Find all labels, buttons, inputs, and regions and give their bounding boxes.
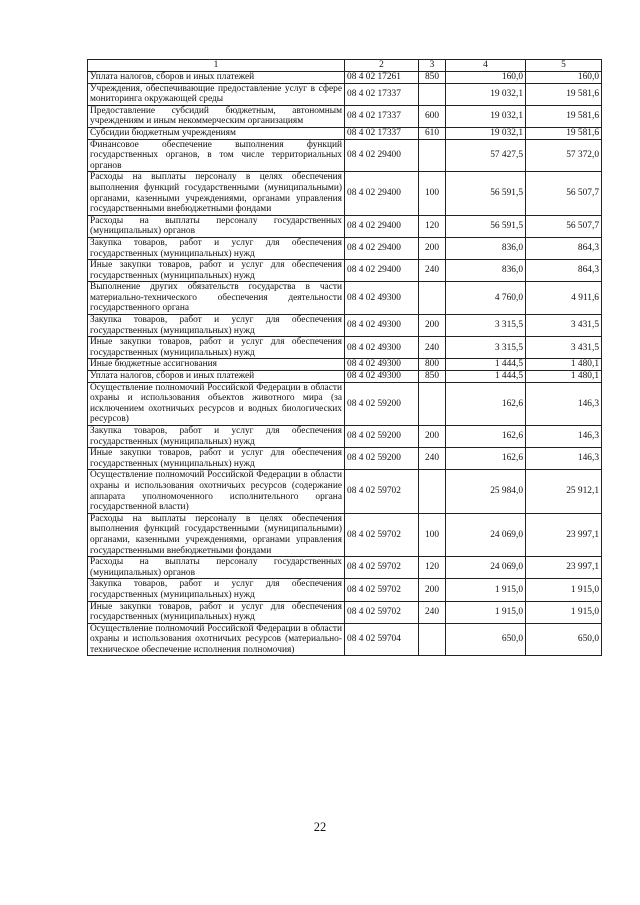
row-vr-cell: 100 [419,172,446,215]
table-row [88,513,602,556]
header-cell: 2 [345,60,419,72]
row-amount-col5-cell: 146,3 [526,382,602,425]
row-name-cell: Закупка товаров, работ и услуг для обеспечения государственных (муниципальных) нужд [88,579,345,601]
table-row [88,72,602,84]
row-name-cell: Осуществление полномочий Российской Федерации в области охраны и использования объектов животного мира (за исключением охотничьих ресурсов и водных биологических ресурсов) [88,382,345,425]
row-amount-col4-cell: 56 591,5 [446,215,526,237]
page-number: 22 [313,820,327,834]
row-code-cell: 08 4 02 59702 [345,601,419,623]
row-name-cell: Расходы на выплаты персоналу государственных (муниципальных) органов [88,215,345,237]
row-code-cell: 08 4 02 49300 [345,371,419,383]
header-cell: 4 [446,60,526,72]
row-name-cell: Иные закупки товаров, работ и услуг для обеспечения государственных (муниципальных) нужд [88,260,345,282]
row-vr-cell: 200 [419,237,446,259]
row-code-cell: 08 4 02 17337 [345,105,419,127]
row-code-cell: 08 4 02 59702 [345,470,419,513]
row-amount-col4-cell: 3 315,5 [446,337,526,359]
row-code-cell: 08 4 02 29400 [345,215,419,237]
row-amount-col5-cell: 23 997,1 [526,557,602,579]
row-vr-cell: 240 [419,337,446,359]
row-code-cell: 08 4 02 59702 [345,557,419,579]
row-amount-col4-cell: 162,6 [446,382,526,425]
row-amount-col4-cell: 19 032,1 [446,105,526,127]
row-name-cell: Расходы на выплаты персоналу в целях обеспечения выполнения функций государственными (муниципальными) органами, казенными учреждениями, органами управления государственными внебюджетными фондами [88,172,345,215]
row-code-cell: 08 4 02 59200 [345,448,419,470]
row-vr-cell: 600 [419,105,446,127]
row-amount-col4-cell: 4 760,0 [446,282,526,315]
row-vr-cell [419,470,446,513]
row-vr-cell: 200 [419,426,446,448]
row-vr-cell: 200 [419,579,446,601]
row-amount-col5-cell: 160,0 [526,72,602,84]
row-code-cell: 08 4 02 17261 [345,72,419,84]
header-cell: 1 [88,60,345,72]
table-row [88,623,602,656]
row-vr-cell: 100 [419,513,446,556]
row-amount-col5-cell: 864,3 [526,237,602,259]
row-vr-cell [419,623,446,656]
table-header-row [88,60,602,72]
table-row [88,426,602,448]
row-amount-col5-cell: 1 915,0 [526,579,602,601]
table-row [88,127,602,139]
row-code-cell: 08 4 02 59200 [345,382,419,425]
row-vr-cell: 240 [419,601,446,623]
row-name-cell: Закупка товаров, работ и услуг для обеспечения государственных (муниципальных) нужд [88,237,345,259]
row-vr-cell: 240 [419,448,446,470]
row-amount-col5-cell: 1 915,0 [526,601,602,623]
row-amount-col4-cell: 162,6 [446,426,526,448]
row-amount-col4-cell: 1 915,0 [446,601,526,623]
row-code-cell: 08 4 02 59702 [345,579,419,601]
row-vr-cell: 240 [419,260,446,282]
row-amount-col5-cell: 19 581,6 [526,105,602,127]
row-code-cell: 08 4 02 29400 [345,172,419,215]
row-name-cell: Закупка товаров, работ и услуг для обеспечения государственных (муниципальных) нужд [88,426,345,448]
row-name-cell: Осуществление полномочий Российской Федерации в области охраны и использования охотничьих ресурсов (материально-техническое обеспечение исполнения полномочия) [88,623,345,656]
row-amount-col4-cell: 1 915,0 [446,579,526,601]
table-row [88,260,602,282]
row-vr-cell [419,282,446,315]
table-row [88,371,602,383]
row-name-cell: Расходы на выплаты персоналу в целях обеспечения выполнения функций государственными (муниципальными) органами, казенными учреждениями, органами управления государственными внебюджетными фондами [88,513,345,556]
row-amount-col5-cell: 3 431,5 [526,315,602,337]
row-code-cell: 08 4 02 59702 [345,513,419,556]
table-row [88,359,602,371]
table-row [88,282,602,315]
row-amount-col4-cell: 836,0 [446,237,526,259]
table-row [88,557,602,579]
row-amount-col4-cell: 19 032,1 [446,127,526,139]
row-amount-col5-cell: 56 507,7 [526,215,602,237]
row-name-cell: Финансовое обеспечение выполнения функций государственных органов, в том числе территориальных органов [88,139,345,172]
row-vr-cell: 850 [419,371,446,383]
row-amount-col5-cell: 23 997,1 [526,513,602,556]
row-code-cell: 08 4 02 49300 [345,315,419,337]
table-row [88,139,602,172]
row-amount-col4-cell: 3 315,5 [446,315,526,337]
row-amount-col5-cell: 1 480,1 [526,371,602,383]
row-amount-col4-cell: 19 032,1 [446,83,526,105]
row-code-cell: 08 4 02 17337 [345,127,419,139]
row-amount-col4-cell: 56 591,5 [446,172,526,215]
row-vr-cell: 850 [419,72,446,84]
row-name-cell: Закупка товаров, работ и услуг для обеспечения государственных (муниципальных) нужд [88,315,345,337]
row-amount-col4-cell: 1 444,5 [446,359,526,371]
row-amount-col5-cell: 146,3 [526,426,602,448]
row-vr-cell: 200 [419,315,446,337]
row-amount-col4-cell: 836,0 [446,260,526,282]
row-amount-col4-cell: 24 069,0 [446,513,526,556]
table-row [88,470,602,513]
row-name-cell: Предоставление субсидий бюджетным, автономным учреждениям и иным некоммерческим организациям [88,105,345,127]
row-amount-col5-cell: 19 581,6 [526,127,602,139]
table-row [88,315,602,337]
row-name-cell: Иные закупки товаров, работ и услуг для обеспечения государственных (муниципальных) нужд [88,337,345,359]
row-code-cell: 08 4 02 49300 [345,282,419,315]
row-vr-cell [419,83,446,105]
table-row [88,172,602,215]
row-amount-col4-cell: 1 444,5 [446,371,526,383]
row-amount-col5-cell: 19 581,6 [526,83,602,105]
row-code-cell: 08 4 02 29400 [345,237,419,259]
row-amount-col5-cell: 4 911,6 [526,282,602,315]
row-amount-col5-cell: 1 480,1 [526,359,602,371]
row-code-cell: 08 4 02 59200 [345,426,419,448]
row-code-cell: 08 4 02 49300 [345,359,419,371]
table-row [88,337,602,359]
row-vr-cell [419,382,446,425]
row-vr-cell: 120 [419,557,446,579]
row-amount-col5-cell: 146,3 [526,448,602,470]
row-amount-col5-cell: 650,0 [526,623,602,656]
row-name-cell: Выполнение других обязательств государства в части материально-технического обеспечения деятельности государственного органа [88,282,345,315]
row-name-cell: Субсидии бюджетным учреждениям [88,127,345,139]
table-row [88,237,602,259]
row-vr-cell: 610 [419,127,446,139]
row-amount-col4-cell: 162,6 [446,448,526,470]
row-amount-col5-cell: 56 507,7 [526,172,602,215]
row-name-cell: Осуществление полномочий Российской Федерации в области охраны и использования охотничьих ресурсов (содержание аппарата уполномоченного исполнительного органа государственной власти) [88,470,345,513]
header-cell: 5 [526,60,602,72]
table-row [88,448,602,470]
row-code-cell: 08 4 02 29400 [345,260,419,282]
row-code-cell: 08 4 02 29400 [345,139,419,172]
row-code-cell: 08 4 02 59704 [345,623,419,656]
row-name-cell: Иные закупки товаров, работ и услуг для обеспечения государственных (муниципальных) нужд [88,448,345,470]
table-row [88,83,602,105]
row-amount-col4-cell: 24 069,0 [446,557,526,579]
budget-table [87,59,602,656]
row-code-cell: 08 4 02 17337 [345,83,419,105]
row-name-cell: Уплата налогов, сборов и иных платежей [88,371,345,383]
row-amount-col4-cell: 57 427,5 [446,139,526,172]
row-amount-col5-cell: 864,3 [526,260,602,282]
row-name-cell: Расходы на выплаты персоналу государственных (муниципальных) органов [88,557,345,579]
row-amount-col4-cell: 25 984,0 [446,470,526,513]
row-name-cell: Учреждения, обеспечивающие предоставление услуг в сфере мониторинга окружающей среды [88,83,345,105]
table-row [88,215,602,237]
row-vr-cell: 800 [419,359,446,371]
row-amount-col4-cell: 650,0 [446,623,526,656]
row-name-cell: Уплата налогов, сборов и иных платежей [88,72,345,84]
header-cell: 3 [419,60,446,72]
table-row [88,579,602,601]
row-amount-col5-cell: 57 372,0 [526,139,602,172]
row-code-cell: 08 4 02 49300 [345,337,419,359]
row-amount-col5-cell: 3 431,5 [526,337,602,359]
row-vr-cell: 120 [419,215,446,237]
row-amount-col5-cell: 25 912,1 [526,470,602,513]
table-row [88,105,602,127]
row-vr-cell [419,139,446,172]
table-row [88,601,602,623]
row-name-cell: Иные закупки товаров, работ и услуг для обеспечения государственных (муниципальных) нужд [88,601,345,623]
row-name-cell: Иные бюджетные ассигнования [88,359,345,371]
row-amount-col4-cell: 160,0 [446,72,526,84]
table-row [88,382,602,425]
